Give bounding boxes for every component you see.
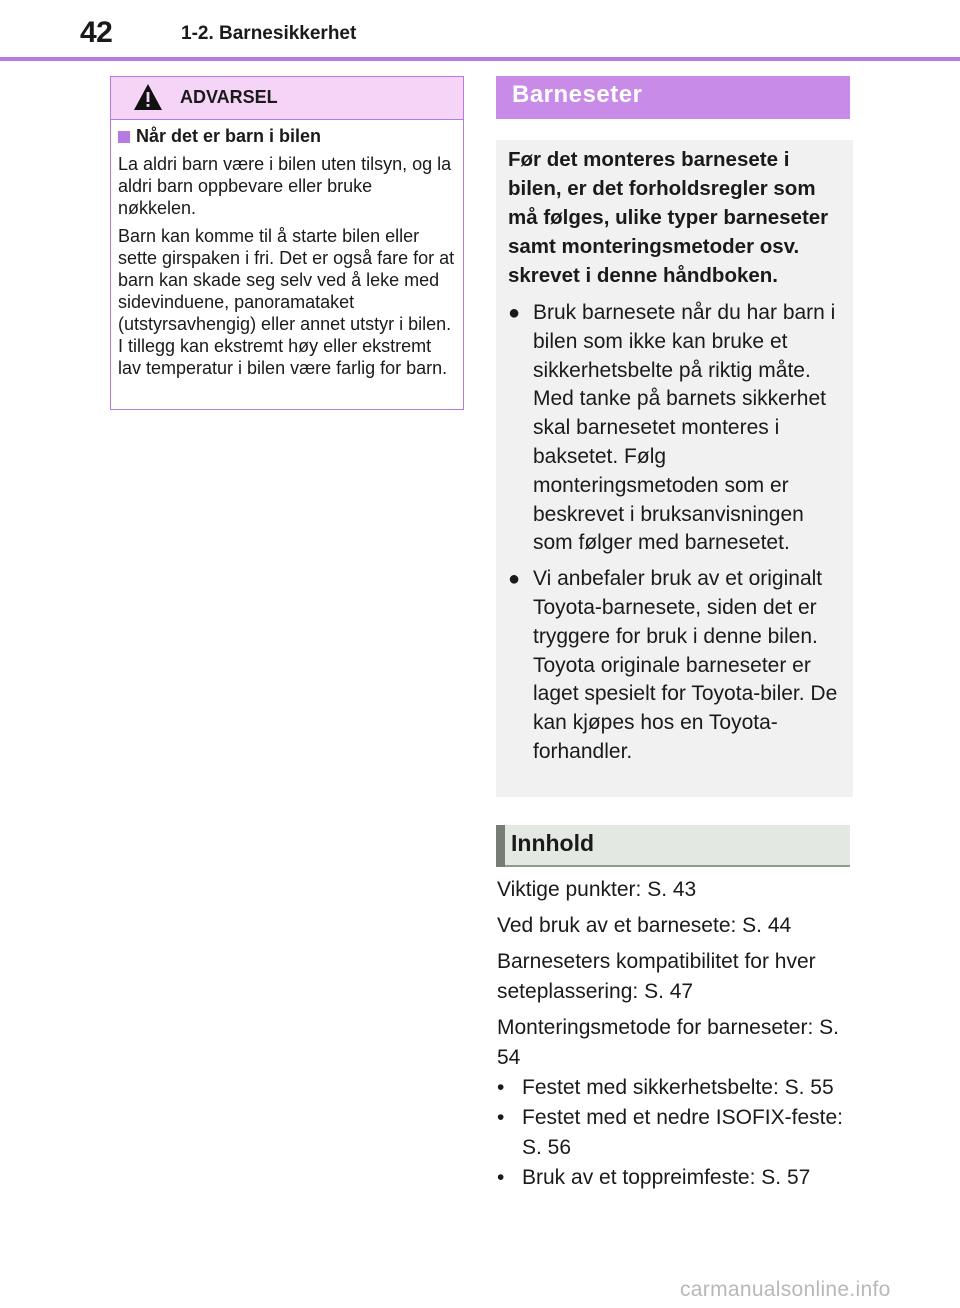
warning-paragraph: Barn kan komme til å starte bilen eller sette girspaken i fri. Det er også fare for at barn kan skade seg selv ved å leke med sidevinduene, panoramataket (utstyrsavhengig) eller annet utstyr i bilen. I tillegg kan ekstremt høy eller ekstremt lav temperatur i bilen være farlig for barn.	[118, 226, 455, 378]
warning-header	[111, 77, 463, 120]
warning-label: ADVARSEL	[180, 87, 278, 107]
list-item	[508, 299, 839, 558]
section-title: 1-2. Barnesikkerhet	[181, 23, 357, 44]
toc-subitem-text: Festet med et nedre ISOFIX-feste: S. 56	[522, 1106, 843, 1159]
warning-triangle-icon	[133, 83, 163, 111]
bullet-text: Vi anbefaler bruk av et originalt Toyota-barnesete, siden det er tryggere for bruk i denne bilen. Toyota originale barneseter er laget spesielt for Toyota-biler. De kan kjøpes hos en Toyota-forhandler.	[533, 567, 838, 763]
warning-body	[111, 120, 463, 379]
header-rule	[0, 57, 960, 61]
barneseter-intro: Før det monteres barnesete i bilen, er det forholdsregler som må følges, ulike typer barneseter samt monteringsmetoder osv. skrevet i denne håndboken.	[508, 148, 829, 287]
watermark: carmanualsonline.info	[680, 1278, 891, 1301]
toc-subitem-text: Festet med sikkerhetsbelte: S. 55	[522, 1076, 834, 1099]
warning-box	[110, 76, 464, 410]
list-item	[508, 565, 839, 767]
toc-item[interactable]: Monteringsmetode for barneseter: S. 54	[497, 1016, 840, 1069]
toc-subitem-text: Bruk av et toppreimfeste: S. 57	[522, 1166, 811, 1189]
warning-paragraph: La aldri barn være i bilen uten tilsyn, og la aldri barn oppbevare eller bruke nøkkelen.	[118, 154, 452, 218]
warning-subheading	[118, 126, 455, 147]
toc-item[interactable]: Viktige punkter: S. 43	[497, 878, 697, 901]
toc-item[interactable]: Barneseters kompatibilitet for hver seteplassering: S. 47	[497, 950, 816, 1003]
warning-subheading-text: Når det er barn i bilen	[136, 126, 322, 146]
barneseter-heading: Barneseter	[512, 81, 643, 108]
innhold-heading: Innhold	[511, 830, 595, 856]
innhold-accent	[496, 825, 505, 867]
barneseter-info-box	[496, 140, 853, 797]
innhold-list	[497, 875, 857, 1193]
innhold-heading-bar	[496, 825, 850, 867]
square-bullet-icon	[118, 131, 130, 143]
page-number: 42	[80, 16, 113, 49]
bullet-mark: •	[497, 1166, 505, 1189]
bullet-text: Bruk barnesete når du har barn i bilen som ikke kan bruke et sikkerhetsbelte på riktig måte. Med tanke på barnets sikkerhet skal barnesetet monteres i baksetet. Følg monteringsmetoden som er beskrevet i bruksanvisningen som følger med barnesetet.	[533, 301, 836, 555]
page-header	[0, 0, 960, 58]
bullet-mark: •	[497, 1106, 505, 1129]
bullet-mark: •	[497, 1076, 505, 1099]
toc-item[interactable]: Ved bruk av et barnesete: S. 44	[497, 914, 792, 937]
toc-subitem[interactable]	[497, 1073, 857, 1103]
round-bullet-icon: ●	[508, 302, 521, 324]
toc-subitem[interactable]	[497, 1103, 857, 1163]
round-bullet-icon: ●	[508, 568, 521, 591]
toc-subitem[interactable]	[497, 1163, 857, 1193]
barneseter-heading-band	[496, 76, 850, 119]
